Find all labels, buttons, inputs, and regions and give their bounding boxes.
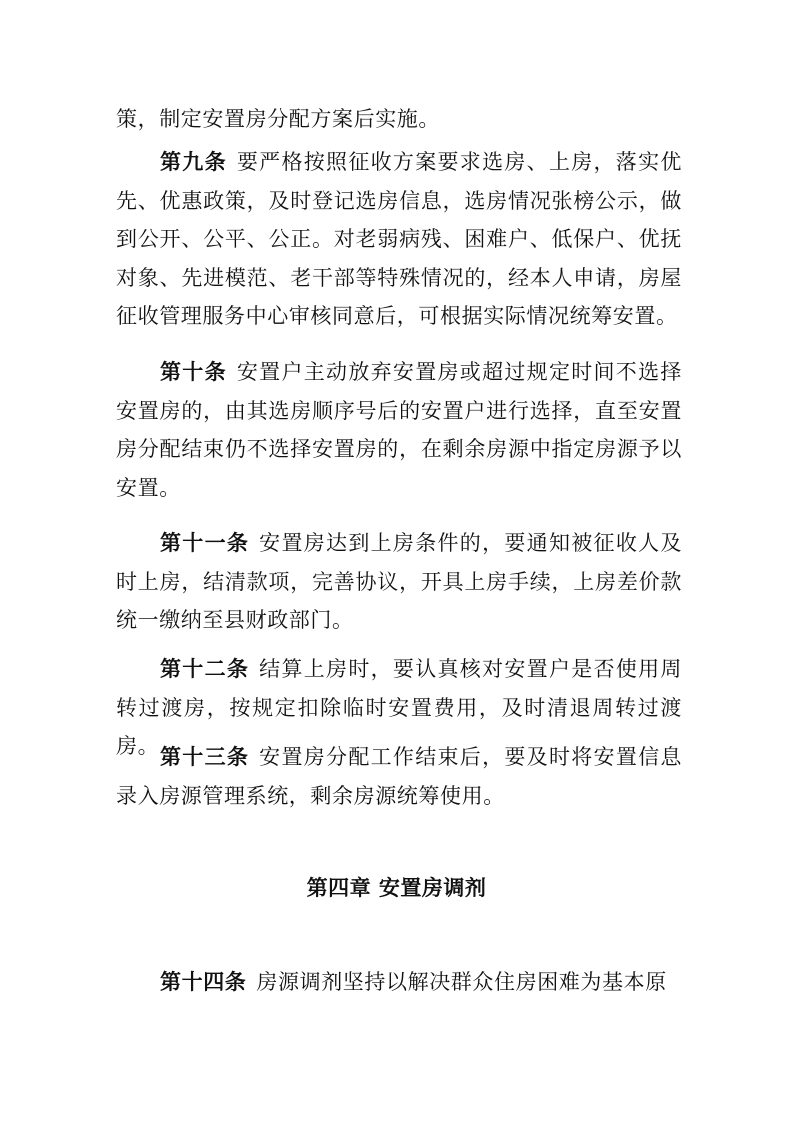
article-text: 安置房分配工作结束后，要及时将安置信息录入房源管理系统，剩余房源统筹使用。 — [116, 745, 682, 808]
article-text: 安置户主动放弃安置房或超过规定时间不选择安置房的，由其选房顺序号后的安置户进行选择，直至安置房分配结束仍不选择安置房的，在剩余房源中指定房源予以安置。 — [116, 360, 682, 500]
chapter-title: 第四章 安置房调剂 — [306, 876, 487, 900]
article-text: 要严格按照征收方案要求选房、上房，落实优先、优惠政策，及时登记选房信息，选房情况张榜公示，做到公开、公平、公正。对老弱病残、困难户、低保户、优抚对象、先进模范、老干部等特殊情况的，经本人申请，房屋征收管理服务中心审核同意后，可根据实际情况统筹安置。 — [116, 150, 682, 328]
article-number: 第十三条 — [160, 745, 250, 769]
article-text: 房源调剂坚持以解决群众住房困难为基本原 — [256, 970, 667, 994]
article-number: 第十一条 — [160, 531, 250, 555]
article-text: 结算上房时，要认真核对安置户是否使用周转过渡房，按规定扣除临时安置费用，及时清退周转过渡房。 — [116, 657, 682, 758]
article-number: 第十二条 — [160, 657, 250, 681]
article-text: 安置房达到上房条件的，要通知被征收人及时上房，结清款项，完善协议，开具上房手续，上房差价款统一缴纳至县财政部门。 — [116, 531, 682, 632]
article-13 — [116, 738, 682, 815]
article-number: 第十四条 — [160, 970, 247, 994]
article-number: 第九条 — [160, 150, 227, 174]
article-number: 第十条 — [160, 360, 227, 384]
article-11 — [116, 524, 682, 640]
paragraph-continuation — [116, 100, 682, 139]
article-10 — [116, 353, 682, 507]
paragraph-text: 策，制定安置房分配方案后实施。 — [116, 107, 440, 131]
article-14 — [116, 963, 682, 1002]
article-9 — [116, 143, 682, 336]
